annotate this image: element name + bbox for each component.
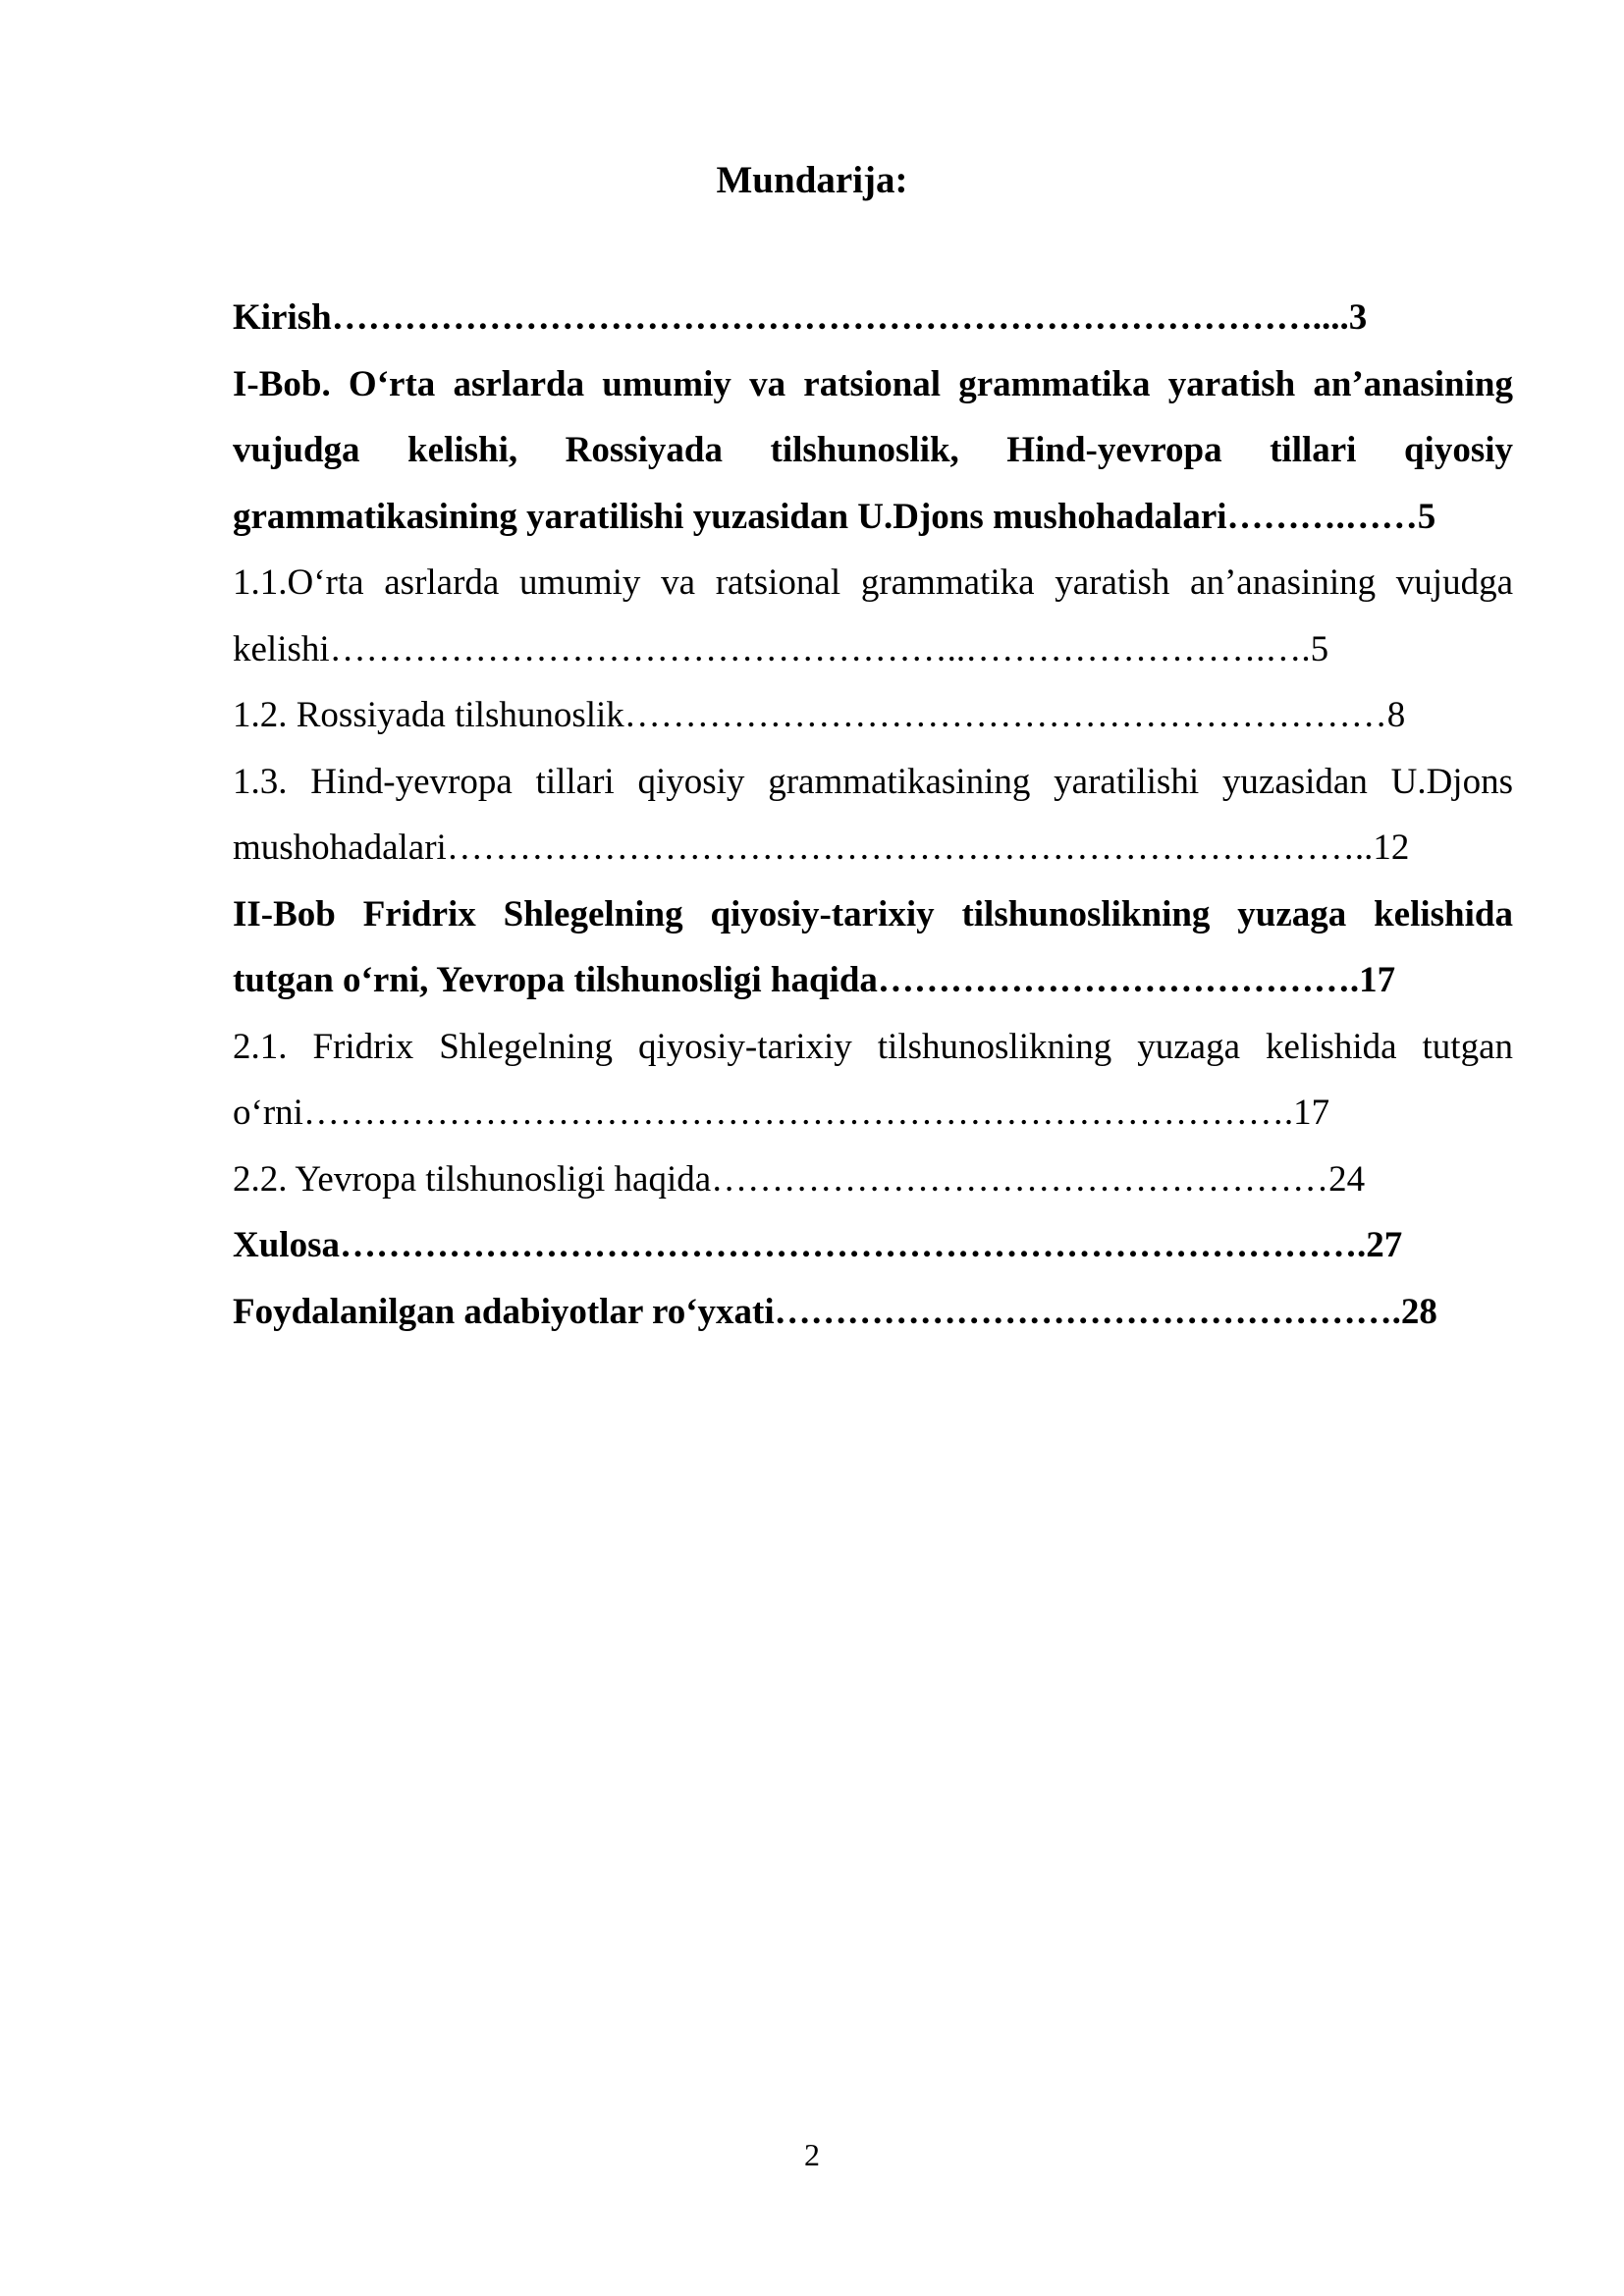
page-number: 2 bbox=[804, 2137, 820, 2172]
toc-entry-section-1-1[interactable]: 1.1.O‘rta asrlarda umumiy va ratsional grammatika yaratish an’anasining vujudga kelishi……………………………………………..…………………….….5 bbox=[233, 562, 1513, 669]
page-title: Mundarija: bbox=[716, 159, 908, 201]
toc-entry-section-1-2[interactable]: 1.2. Rossiyada tilshunoslik………………………………………………………8 bbox=[233, 695, 1406, 735]
toc-entry-section-1-3[interactable]: 1.3. Hind-yevropa tillari qiyosiy grammatikasining yaratilishi yuzasidan U.Djons mushohadalari…………………………………………………………………..12 bbox=[233, 761, 1513, 868]
toc-entry-chapter-2[interactable]: II-Bob Fridrix Shlegelning qiyosiy-tarixiy tilshunoslikning yuzaga kelishida tutgan o‘rni, Yevropa tilshunosligi haqida………………………………….17 bbox=[233, 893, 1513, 1000]
toc-entry-chapter-1[interactable]: I-Bob. O‘rta asrlarda umumiy va ratsional grammatika yaratish an’anasining vujudga kelishi, Rossiyada tilshunoslik, Hind-yevropa tillari qiyosiy grammatikasining yaratilishi yuzasidan U.Djons mushohadalari……….……5 bbox=[233, 363, 1513, 537]
toc-entry-conclusion[interactable]: Xulosa………………………………………………………………………….27 bbox=[233, 1225, 1403, 1265]
table-of-contents bbox=[233, 285, 1513, 1345]
toc-entry-introduction[interactable]: Kirish………………………………………………………………………....3 bbox=[233, 297, 1368, 338]
toc-entry-section-2-1[interactable]: 2.1. Fridrix Shlegelning qiyosiy-tarixiy tilshunoslikning yuzaga kelishida tutgan o‘rni……………………………………………………………………….17 bbox=[233, 1026, 1513, 1133]
toc-entry-bibliography[interactable]: Foydalanilgan adabiyotlar ro‘yxati…………………………………………….28 bbox=[233, 1291, 1437, 1332]
toc-entry-section-2-2[interactable]: 2.2. Yevropa tilshunosligi haqida……………………………………………24 bbox=[233, 1158, 1366, 1200]
